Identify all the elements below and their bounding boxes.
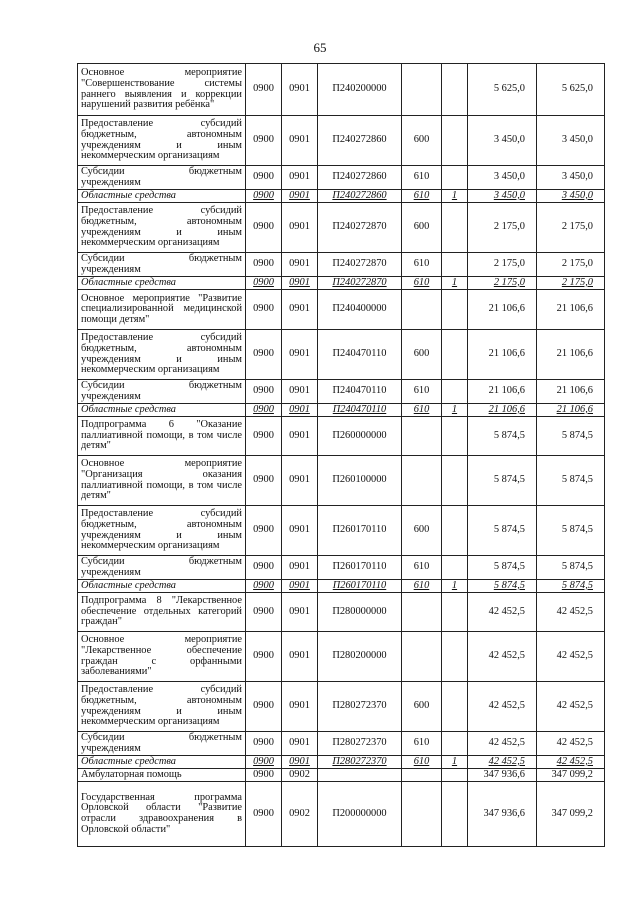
row-name-cell: Субсидии бюджетным учреждениям (78, 253, 246, 277)
row-source-cell: 1 (442, 404, 468, 417)
table-row (78, 330, 605, 380)
row-source-cell (442, 253, 468, 277)
row-amount-1-cell: 2 175,0 (468, 203, 537, 253)
table-row (78, 190, 605, 203)
row-amount-2-cell: 5 874,5 (537, 506, 605, 556)
row-target-article-cell: П240470110 (318, 330, 402, 380)
row-source-cell (442, 417, 468, 456)
row-section-cell: 0901 (282, 290, 318, 330)
row-name-cell: Государственная программа Орловской области "Развитие отрасли здравоохранения в Орловской области" (78, 782, 246, 847)
row-amount-2-cell: 2 175,0 (537, 277, 605, 290)
row-target-article-cell: П240272870 (318, 253, 402, 277)
row-ved-cell: 0900 (246, 290, 282, 330)
row-source-cell: 1 (442, 580, 468, 593)
row-expense-type-cell: 610 (402, 253, 442, 277)
row-source-cell (442, 116, 468, 166)
row-amount-2-cell: 3 450,0 (537, 116, 605, 166)
row-amount-1-cell: 21 106,6 (468, 404, 537, 417)
row-section-cell: 0902 (282, 782, 318, 847)
table-row (78, 404, 605, 417)
row-amount-2-cell: 3 450,0 (537, 166, 605, 190)
row-amount-1-cell: 21 106,6 (468, 330, 537, 380)
row-target-article-cell: П240200000 (318, 64, 402, 116)
row-amount-2-cell: 347 099,2 (537, 769, 605, 782)
row-ved-cell: 0900 (246, 380, 282, 404)
row-expense-type-cell: 600 (402, 116, 442, 166)
budget-table-body (78, 64, 605, 847)
row-source-cell (442, 769, 468, 782)
row-source-cell (442, 380, 468, 404)
row-amount-2-cell: 5 874,5 (537, 456, 605, 506)
row-ved-cell: 0900 (246, 456, 282, 506)
row-name-cell: Областные средства (78, 404, 246, 417)
row-section-cell: 0902 (282, 769, 318, 782)
row-section-cell: 0901 (282, 330, 318, 380)
table-row (78, 116, 605, 166)
row-target-article-cell: П240272870 (318, 277, 402, 290)
row-ved-cell: 0900 (246, 782, 282, 847)
row-target-article-cell: П240272860 (318, 116, 402, 166)
row-expense-type-cell: 610 (402, 756, 442, 769)
row-name-cell: Основное мероприятие "Развитие специализированной медицинской помощи детям" (78, 290, 246, 330)
row-amount-2-cell: 42 452,5 (537, 632, 605, 682)
row-source-cell (442, 682, 468, 732)
row-expense-type-cell (402, 769, 442, 782)
row-amount-1-cell: 21 106,6 (468, 380, 537, 404)
row-source-cell (442, 732, 468, 756)
row-target-article-cell: П280000000 (318, 593, 402, 632)
table-row (78, 203, 605, 253)
row-amount-2-cell: 21 106,6 (537, 380, 605, 404)
row-target-article-cell (318, 769, 402, 782)
row-name-cell: Предоставление субсидий бюджетным, автономным учреждениям и иным некоммерческим организациям (78, 682, 246, 732)
row-amount-1-cell: 2 175,0 (468, 277, 537, 290)
row-name-cell: Областные средства (78, 580, 246, 593)
row-ved-cell: 0900 (246, 253, 282, 277)
row-ved-cell: 0900 (246, 632, 282, 682)
row-target-article-cell: П260170110 (318, 580, 402, 593)
table-row (78, 782, 605, 847)
row-section-cell: 0901 (282, 556, 318, 580)
row-source-cell (442, 632, 468, 682)
page-number: 65 (313, 40, 327, 55)
row-amount-1-cell: 3 450,0 (468, 166, 537, 190)
row-amount-1-cell: 5 874,5 (468, 506, 537, 556)
row-expense-type-cell: 610 (402, 166, 442, 190)
row-amount-1-cell: 42 452,5 (468, 732, 537, 756)
row-ved-cell: 0900 (246, 203, 282, 253)
row-ved-cell: 0900 (246, 417, 282, 456)
budget-table (77, 63, 605, 847)
row-section-cell: 0901 (282, 732, 318, 756)
row-target-article-cell: П280200000 (318, 632, 402, 682)
row-section-cell: 0901 (282, 116, 318, 166)
row-expense-type-cell: 600 (402, 330, 442, 380)
row-target-article-cell: П260000000 (318, 417, 402, 456)
row-amount-1-cell: 347 936,6 (468, 782, 537, 847)
row-amount-2-cell: 42 452,5 (537, 756, 605, 769)
row-section-cell: 0901 (282, 404, 318, 417)
row-amount-1-cell: 21 106,6 (468, 290, 537, 330)
row-section-cell: 0901 (282, 682, 318, 732)
row-name-cell: Предоставление субсидий бюджетным, автономным учреждениям и иным некоммерческим организациям (78, 506, 246, 556)
row-source-cell (442, 64, 468, 116)
row-amount-2-cell: 2 175,0 (537, 253, 605, 277)
row-target-article-cell: П240470110 (318, 404, 402, 417)
row-amount-1-cell: 42 452,5 (468, 682, 537, 732)
row-name-cell: Субсидии бюджетным учреждениям (78, 732, 246, 756)
row-amount-2-cell: 5 874,5 (537, 580, 605, 593)
row-expense-type-cell: 610 (402, 404, 442, 417)
row-name-cell: Областные средства (78, 277, 246, 290)
row-section-cell: 0901 (282, 506, 318, 556)
row-name-cell: Амбулаторная помощь (78, 769, 246, 782)
row-target-article-cell: П280272370 (318, 732, 402, 756)
table-row (78, 380, 605, 404)
table-row (78, 456, 605, 506)
row-amount-2-cell: 42 452,5 (537, 682, 605, 732)
row-expense-type-cell: 600 (402, 506, 442, 556)
table-row (78, 556, 605, 580)
row-section-cell: 0901 (282, 203, 318, 253)
row-section-cell: 0901 (282, 190, 318, 203)
row-name-cell: Основное мероприятие "Лекарственное обеспечение граждан с орфанными заболеваниями" (78, 632, 246, 682)
row-amount-2-cell: 21 106,6 (537, 290, 605, 330)
row-expense-type-cell: 610 (402, 190, 442, 203)
row-amount-1-cell: 42 452,5 (468, 632, 537, 682)
row-expense-type-cell (402, 632, 442, 682)
row-ved-cell: 0900 (246, 116, 282, 166)
table-row (78, 682, 605, 732)
row-section-cell: 0901 (282, 593, 318, 632)
row-section-cell: 0901 (282, 277, 318, 290)
row-source-cell: 1 (442, 756, 468, 769)
row-expense-type-cell: 610 (402, 580, 442, 593)
row-ved-cell: 0900 (246, 682, 282, 732)
row-name-cell: Предоставление субсидий бюджетным, автономным учреждениям и иным некоммерческим организациям (78, 116, 246, 166)
row-ved-cell: 0900 (246, 190, 282, 203)
table-row (78, 290, 605, 330)
row-amount-1-cell: 5 874,5 (468, 556, 537, 580)
row-expense-type-cell: 610 (402, 380, 442, 404)
row-source-cell (442, 203, 468, 253)
row-ved-cell: 0900 (246, 756, 282, 769)
row-target-article-cell: П280272370 (318, 682, 402, 732)
row-target-article-cell: П240272870 (318, 203, 402, 253)
row-ved-cell: 0900 (246, 506, 282, 556)
row-amount-1-cell: 42 452,5 (468, 593, 537, 632)
row-amount-2-cell: 5 874,5 (537, 417, 605, 456)
row-source-cell (442, 506, 468, 556)
row-target-article-cell: П240400000 (318, 290, 402, 330)
row-amount-1-cell: 5 874,5 (468, 580, 537, 593)
row-expense-type-cell (402, 456, 442, 506)
row-section-cell: 0901 (282, 253, 318, 277)
row-target-article-cell: П260100000 (318, 456, 402, 506)
table-row (78, 756, 605, 769)
table-row (78, 632, 605, 682)
row-name-cell: Субсидии бюджетным учреждениям (78, 380, 246, 404)
row-source-cell: 1 (442, 190, 468, 203)
row-expense-type-cell: 610 (402, 556, 442, 580)
row-name-cell: Субсидии бюджетным учреждениям (78, 556, 246, 580)
row-amount-1-cell: 5 874,5 (468, 417, 537, 456)
row-name-cell: Областные средства (78, 190, 246, 203)
table-row (78, 166, 605, 190)
row-amount-1-cell: 42 452,5 (468, 756, 537, 769)
row-amount-1-cell: 3 450,0 (468, 190, 537, 203)
row-target-article-cell: П240272860 (318, 166, 402, 190)
table-row (78, 732, 605, 756)
row-source-cell (442, 456, 468, 506)
row-section-cell: 0901 (282, 417, 318, 456)
row-ved-cell: 0900 (246, 404, 282, 417)
table-row (78, 593, 605, 632)
row-ved-cell: 0900 (246, 330, 282, 380)
row-amount-2-cell: 21 106,6 (537, 404, 605, 417)
row-expense-type-cell: 600 (402, 682, 442, 732)
row-amount-1-cell: 3 450,0 (468, 116, 537, 166)
row-section-cell: 0901 (282, 632, 318, 682)
row-section-cell: 0901 (282, 64, 318, 116)
row-name-cell: Основное мероприятие "Совершенствование системы раннего выявления и коррекции нарушений развития ребёнка" (78, 64, 246, 116)
row-source-cell (442, 782, 468, 847)
row-amount-1-cell: 5 625,0 (468, 64, 537, 116)
row-section-cell: 0901 (282, 456, 318, 506)
row-expense-type-cell: 610 (402, 277, 442, 290)
row-name-cell: Подпрограмма 8 "Лекарственное обеспечение отдельных категорий граждан" (78, 593, 246, 632)
table-row (78, 253, 605, 277)
row-amount-1-cell: 5 874,5 (468, 456, 537, 506)
table-row (78, 506, 605, 556)
row-amount-2-cell: 3 450,0 (537, 190, 605, 203)
row-target-article-cell: П200000000 (318, 782, 402, 847)
row-section-cell: 0901 (282, 380, 318, 404)
row-amount-2-cell: 42 452,5 (537, 732, 605, 756)
table-row (78, 417, 605, 456)
row-amount-2-cell: 21 106,6 (537, 330, 605, 380)
table-row (78, 769, 605, 782)
row-source-cell (442, 330, 468, 380)
row-section-cell: 0901 (282, 756, 318, 769)
row-amount-1-cell: 347 936,6 (468, 769, 537, 782)
row-amount-2-cell: 347 099,2 (537, 782, 605, 847)
row-ved-cell: 0900 (246, 64, 282, 116)
row-target-article-cell: П240272860 (318, 190, 402, 203)
row-source-cell (442, 593, 468, 632)
row-name-cell: Основное мероприятие "Организация оказания паллиативной помощи, в том числе детям" (78, 456, 246, 506)
row-expense-type-cell (402, 290, 442, 330)
row-amount-2-cell: 42 452,5 (537, 593, 605, 632)
row-amount-1-cell: 2 175,0 (468, 253, 537, 277)
row-ved-cell: 0900 (246, 593, 282, 632)
row-source-cell (442, 290, 468, 330)
row-expense-type-cell (402, 417, 442, 456)
row-amount-2-cell: 5 874,5 (537, 556, 605, 580)
row-target-article-cell: П240470110 (318, 380, 402, 404)
row-name-cell: Субсидии бюджетным учреждениям (78, 166, 246, 190)
row-expense-type-cell: 600 (402, 203, 442, 253)
row-ved-cell: 0900 (246, 769, 282, 782)
row-source-cell (442, 556, 468, 580)
row-source-cell (442, 166, 468, 190)
row-source-cell: 1 (442, 277, 468, 290)
row-ved-cell: 0900 (246, 732, 282, 756)
row-ved-cell: 0900 (246, 580, 282, 593)
row-ved-cell: 0900 (246, 556, 282, 580)
row-target-article-cell: П260170110 (318, 506, 402, 556)
row-target-article-cell: П280272370 (318, 756, 402, 769)
row-expense-type-cell (402, 782, 442, 847)
row-expense-type-cell (402, 593, 442, 632)
row-amount-2-cell: 5 625,0 (537, 64, 605, 116)
table-row (78, 64, 605, 116)
row-target-article-cell: П260170110 (318, 556, 402, 580)
row-expense-type-cell: 610 (402, 732, 442, 756)
row-expense-type-cell (402, 64, 442, 116)
row-name-cell: Подпрограмма 6 "Оказание паллиативной помощи, в том числе детям" (78, 417, 246, 456)
row-name-cell: Предоставление субсидий бюджетным, автономным учреждениям и иным некоммерческим организациям (78, 203, 246, 253)
row-amount-2-cell: 2 175,0 (537, 203, 605, 253)
row-name-cell: Предоставление субсидий бюджетным, автономным учреждениям и иным некоммерческим организациям (78, 330, 246, 380)
table-row (78, 277, 605, 290)
row-section-cell: 0901 (282, 166, 318, 190)
row-ved-cell: 0900 (246, 166, 282, 190)
row-section-cell: 0901 (282, 580, 318, 593)
table-row (78, 580, 605, 593)
row-ved-cell: 0900 (246, 277, 282, 290)
row-name-cell: Областные средства (78, 756, 246, 769)
